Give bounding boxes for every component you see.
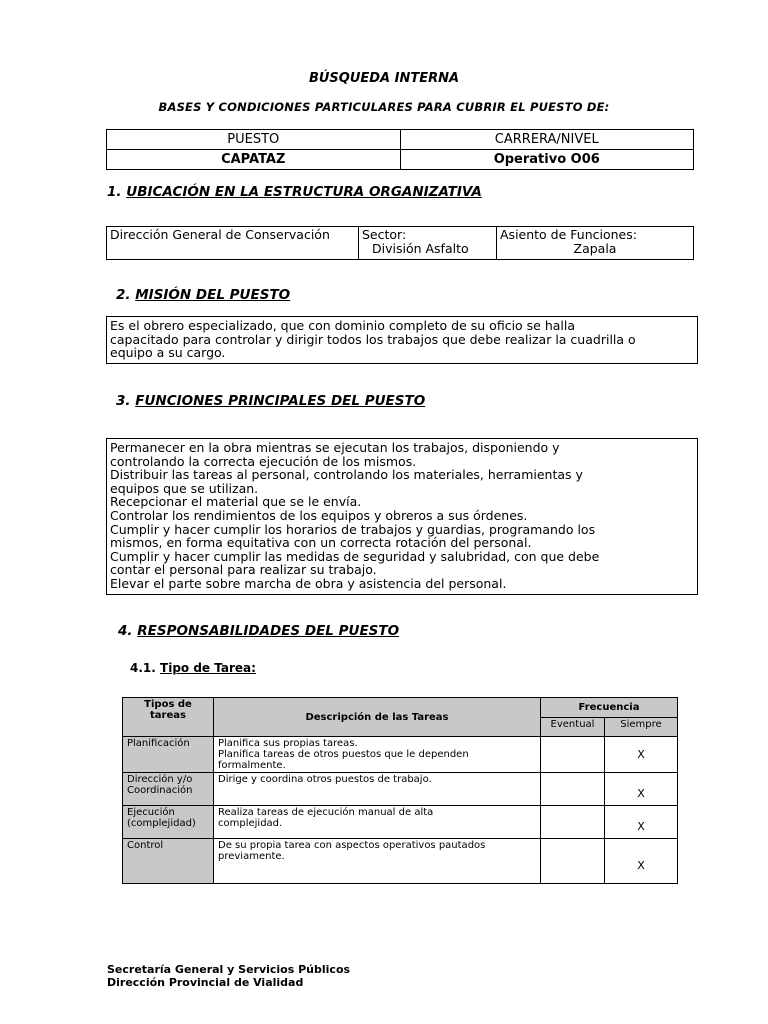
desc-line: formalmente.: [218, 760, 286, 771]
descripcion-header: Descripción de las Tareas: [214, 698, 541, 737]
document-title: BÚSQUEDA INTERNA: [308, 71, 460, 86]
funciones-line: Elevar el parte sobre marcha de obra y asistencia del personal.: [110, 575, 507, 591]
section-3-heading: [116, 393, 425, 409]
tipos-header-line: tareas: [150, 710, 186, 721]
section-4-number: 4.: [118, 623, 133, 639]
funciones-box: [106, 438, 698, 595]
desc-line: Realiza tareas de ejecución manual de alta: [218, 807, 434, 818]
funciones-line: Recepcionar el material que se le envía.: [110, 494, 362, 510]
siempre-cell: X: [605, 773, 678, 806]
asiento-value: Zapala: [573, 241, 617, 256]
section-4-title: RESPONSABILIDADES DEL PUESTO: [137, 623, 400, 639]
tipo-cell: [123, 806, 214, 839]
section-2-title: MISIÓN DEL PUESTO: [135, 287, 291, 303]
eventual-cell: [541, 806, 605, 839]
section-1-number: 1.: [107, 184, 122, 200]
tipo-line: Ejecución: [127, 807, 175, 818]
table-row: [123, 737, 678, 773]
tipo-tarea-table: [122, 697, 678, 884]
desc-cell: [214, 839, 541, 884]
desc-cell: [214, 737, 541, 773]
desc-line: complejidad.: [218, 818, 283, 829]
siempre-cell: X: [605, 806, 678, 839]
section-1-title: UBICACIÓN EN LA ESTRUCTURA ORGANIZATIVA: [126, 184, 482, 200]
funciones-line: Cumplir y hacer cumplir los horarios de trabajos y guardias, programando los: [110, 521, 596, 537]
mision-box: [106, 316, 698, 364]
footer-line-1: Secretaría General y Servicios Públicos: [107, 963, 351, 976]
siempre-cell: X: [605, 839, 678, 884]
tipo-cell: [123, 839, 214, 884]
subsection-4-1-number: 4.1.: [130, 661, 156, 675]
tipos-header: [123, 698, 214, 737]
tipo-cell: [123, 737, 214, 773]
desc-line: previamente.: [218, 851, 285, 862]
desc-cell: [214, 773, 541, 806]
tipo-line: Control: [127, 840, 164, 851]
tipo-cell: [123, 773, 214, 806]
ubicacion-table: [106, 226, 694, 260]
section-3-title: FUNCIONES PRINCIPALES DEL PUESTO: [135, 393, 426, 409]
table-row: [123, 806, 678, 839]
desc-cell: [214, 806, 541, 839]
funciones-line: equipos que se utilizan.: [110, 480, 259, 496]
mision-line: equipo a su cargo.: [110, 345, 226, 361]
puesto-value: CAPATAZ: [107, 150, 401, 170]
section-4-heading: [118, 623, 399, 639]
siempre-cell: X: [605, 737, 678, 773]
siempre-header: Siempre: [605, 718, 678, 737]
section-1-heading: [107, 184, 482, 200]
table-row: [123, 839, 678, 884]
tipos-header-line: Tipos de: [144, 699, 192, 710]
sector-label: Sector:: [362, 227, 407, 242]
funciones-line: Cumplir y hacer cumplir las medidas de seguridad y salubridad, con que debe: [110, 548, 600, 564]
footer-line-2: Dirección Provincial de Vialidad: [107, 976, 304, 989]
funciones-line: controlando la correcta ejecución de los mismos.: [110, 453, 417, 469]
table-row: [123, 773, 678, 806]
desc-line: Planifica tareas de otros puestos que le dependen: [218, 749, 469, 760]
desc-line: Planifica sus propias tareas.: [218, 738, 358, 749]
frecuencia-header: Frecuencia: [541, 698, 678, 718]
sector-value: División Asfalto: [372, 241, 469, 256]
direccion-cell: [107, 227, 359, 260]
tipo-line: (complejidad): [127, 818, 196, 829]
tipo-line: Coordinación: [127, 785, 193, 796]
eventual-cell: [541, 839, 605, 884]
section-2-number: 2.: [116, 287, 131, 303]
asiento-cell: [497, 227, 694, 260]
puesto-header: PUESTO: [107, 130, 401, 150]
tipo-line: Dirección y/o: [127, 774, 193, 785]
direccion-text: Dirección General de Conservación: [110, 227, 330, 242]
desc-line: Dirige y coordina otros puestos de trabajo.: [218, 774, 432, 785]
carrera-nivel-header: CARRERA/NIVEL: [400, 130, 694, 150]
section-3-number: 3.: [116, 393, 131, 409]
funciones-line: Permanecer en la obra mientras se ejecutan los trabajos, disponiendo y: [110, 440, 560, 455]
eventual-header: Eventual: [541, 718, 605, 737]
funciones-line: contar el personal para realizar su trabajo.: [110, 562, 377, 578]
subsection-4-1-title: Tipo de Tarea:: [160, 661, 256, 675]
eventual-cell: [541, 737, 605, 773]
puesto-table: [106, 129, 694, 170]
sector-cell: [359, 227, 497, 260]
carrera-nivel-value: Operativo O06: [400, 150, 694, 170]
eventual-cell: [541, 773, 605, 806]
tipo-line: Planificación: [127, 738, 190, 749]
funciones-line: Controlar los rendimientos de los equipos y obreros a sus órdenes.: [110, 507, 528, 523]
section-2-heading: [116, 287, 290, 303]
subsection-4-1-heading: [130, 661, 256, 675]
funciones-line: mismos, en forma equitativa con un correcta rotación del personal.: [110, 535, 532, 551]
mision-line: Es el obrero especializado, que con dominio completo de su oficio se halla: [110, 318, 576, 333]
desc-line: De su propia tarea con aspectos operativos pautados: [218, 840, 486, 851]
funciones-line: Distribuir las tareas al personal, controlando los materiales, herramientas y: [110, 467, 583, 483]
document-subtitle: BASES Y CONDICIONES PARTICULARES PARA CUBRIR EL PUESTO DE:: [158, 100, 610, 114]
asiento-label: Asiento de Funciones:: [500, 227, 637, 242]
mision-line: capacitado para controlar y dirigir todos los trabajos que debe realizar la cuadrilla o: [110, 331, 636, 347]
